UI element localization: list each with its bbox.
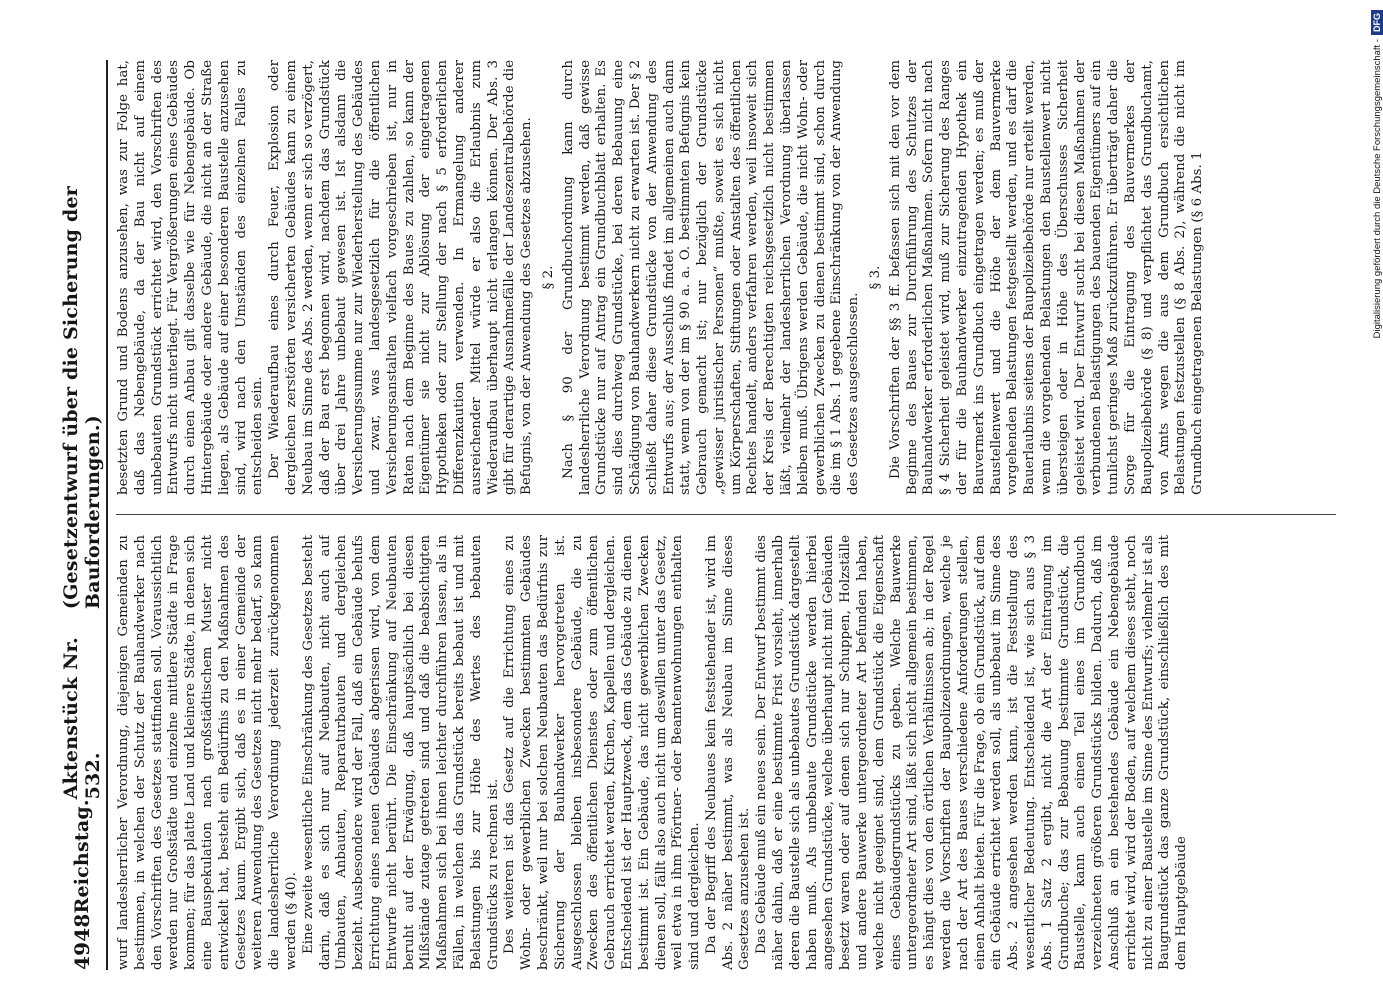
column-divider <box>116 514 1336 515</box>
paragraph: Nach § 90 der Grundbuchordnung kann durch landesherrliche Verordnung bestimmt werden, daß gewisse Grundstücke nur auf Antrag ein Grundbuchblatt erhalten. Es sind dies durchweg Grundstücke, bei deren Bebauung eine Schädigung von Bauhandwerkern nicht zu erwarten ist. Der § 2 schließt daher diese Grundstücke von der Anwendung des Entwurfs aus; der Ausschluß findet im allgemeinen auch dann statt, wenn von der im § 90 a. a. O. bestimmten Befugnis kein Gebrauch gemacht ist; nur bezüglich der Grundstücke „gewisser juristischer Personen“ mußte, soweit es sich nicht um Körperschaften, Stiftungen oder Anstalten des öffentlichen Rechtes handelt, anders verfahren werden, weil insoweit sich der Kreis der Berechtigten reichsgesetzlich nicht bestimmen läßt, vielmehr der landesherrlichen Verordnung überlassen bleiben muß. Übrigens werden Gebäude, die nicht Wohn- oder gewerblichen Zwecken zu dienen bestimmt sind, schon durch die im § 1 Abs. 1 gegebene Einschränkung von der Anwendung des Gesetzes ausgeschlossen. <box>560 60 862 495</box>
paragraph: Eine zweite wesentliche Einschränkung des Gesetzes besteht darin, daß es sich nur auf Neubauten, nicht auch auf Umbauten, Anbauten, Reparaturbauten und dergleichen bezieht. Ausbesondere wird der Fall, daß ein Gebäude behufs Errichtung eines neuen Gebäudes abgerissen wird, von dem Entwurfe nicht berührt. Die Einschränkung auf Neubauten beruht auf der Erwägung, daß hauptsächlich bei diesen Mißstände zutage getreten sind und daß die beabsichtigten Maßnahmen sich bei ihnen leichter durchführen lassen, als in Fällen, in welchen das Grundstück bereits bebaut ist und mit Belastungen bis zur Höhe des Wertes des bebauten Grundstücks zu rechnen ist. <box>300 535 501 970</box>
left-column <box>116 535 1341 970</box>
header-rule <box>106 60 108 970</box>
digitization-credit <box>1371 10 1383 995</box>
document-subject: (Gesetzentwurf über die Sicherung der Bauforderungen.) <box>60 186 104 610</box>
section-heading: § 3. <box>868 265 884 290</box>
paragraph: Des weiteren ist das Gesetz auf die Errichtung eines zu Wohn- oder gewerblichen Zwecken bestimmten Gebäudes beschränkt, weil nur bei solchen Neubauten das Bedürfnis zur Sicherung der Bauhandwerker hervorgetreten ist. Ausgeschlossen bleiben insbesondere Gebäude, die zu Zwecken des öffentlichen Dienstes oder zum öffentlichen Gebrauch errichtet werden, Kirchen, Kapellen und dergleichen. Entscheidend ist der Hauptzweck, dem das Gebäude zu dienen bestimmt ist. Ein Gebäude, das nicht gewerblichen Zwecken dienen soll, fällt also auch nicht um deswillen unter das Gesetz, weil etwa in ihm Pförtner- oder Beamtenwohnungen enthalten sind und dergleichen. <box>502 535 703 970</box>
paragraph: Die Vorschriften der §§ 3 ff. befassen sich mit den vor dem Beginne des Baues zur Durchführung des Schutzes der Bauhandwerker erforderlichen Maßnahmen. Sofern nicht nach § 4 Sicherheit geleistet wird, muß zur Sicherung des Ranges der für die Bauhandwerker einzutragenden Hypothek ein Bauvermerk ins Grundbuch eingetragen werden; es muß der Baustellenwert und die Höhe der dem Bauvermerke vorgehenden Belastungen festgestellt werden, und es darf die Bauerlaubnis seitens der Baupolizeibehörde nur erteilt werden, wenn die vorgehenden Belastungen den Baustellenwert nicht übersteigen oder in Höhe des Überschusses Sicherheit geleistet wird. Der Entwurf sucht bei diesen Maßnahmen der verbundenen Belastigungen des bauenden Eigentümers auf ein tunlichst geringes Maß zurückzuführen. Er überträgt daher die Sorge für die Eintragung des Bauvermerkes der Baupolizeibehörde (§ 8) und verpflichtet das Grundbuchamt, von Amts wegen die aus dem Grundbuch ersichtlichen Belastungen festzustellen (§ 8 Abs. 2), während die nicht im Grundbuch eingetragenen Belastungen (§ 6 Abs. 1 <box>887 60 1206 495</box>
publication-name: Reichstag. <box>71 799 93 914</box>
paragraph: Der Wiederaufbau eines durch Feuer, Explosion oder dergleichen zerstörten versicherten Gebäudes kann zu einem Neubau im Sinne des Abs. 2 werden, wenn er sich so verzögert, daß der Bau erst begonnen wird, nachdem das Grundstück über drei Jahre unbebaut gewesen ist. Ist alsdann die Versicherungssumme nur zur Wiederherstellung des Gebäudes und zwar, was landesgesetzlich für die öffentlichen Versicherungsanstalten vielfach vorgeschrieben ist, nur in Raten nach dem Beginne des Baues zu zahlen, so kann der Eigentümer sie nicht zur Ablösung der eingetragenen Hypotheken oder zur Stellung der nach § 5 erforderlichen Differenzkaution verwenden. In Ermangelung anderer ausreichender Mittel würde er also die Erlaubnis zum Wiederaufbau überhaupt nicht erlangen können. Der Abs. 3 gibt für derartige Ausnahmefälle der Landeszentralbehörde die Befugnis, von der Anwendung des Gesetzes abzusehen. <box>267 60 535 495</box>
paragraph: Das Gebäude muß ein neues sein. Der Entwurf bestimmt dies näher dahin, daß er eine bestimmte Frist vorsieht, innerhalb deren die Baustelle sich als unbebautes Grundstück dargestellt haben muß. Als unbebaute Grundstücke werden hierbei angesehen Grundstücke, welche überhaupt nicht mit Gebäuden besetzt waren oder auf denen sich nur Schuppen, Holzställe und andere Bauwerke untergeordneter Art befunden haben, welche nicht geeignet sind, dem Grundstück die Eigenschaft eines Gebäudegrundstücks zu geben. Welche Bauwerke untergeordneter Art sind, läßt sich nicht allgemein bestimmen, es hängt dies von den örtlichen Verhältnissen ab; in der Regel werden die Vorschriften der Baupolizeiordnungen, welche je nach der Art des Baues verschiedene Anforderungen stellen, einen Anhalt bieten. Für die Frage, ob ein Grundstück, auf dem ein Gebäude errichtet werden soll, als unbebaut im Sinne des Abs. 2 angesehen werden kann, ist die Feststellung des wesentlicher Bedeutung. Entscheidend ist, wie sich aus § 3 Abs. 1 Satz 2 ergibt, nicht die Art der Eintragung im Grundbuche; das zur Bebauung bestimmte Grundstück, die Baustelle, kann auch einen Teil eines im Grundbuch verzeichneten größeren Grundstücks bilden. Dadurch, daß im Anschluß an ein bestehendes Gebäude ein Nebengebäude errichtet wird, wird der Boden, auf welchem dieses steht, noch nicht zu einer Baustelle im Sinne des Entwurfs; vielmehr ist als Baugrundstück das ganze Grundstück, einschließlich des mit dem Hauptgebäude <box>754 535 1190 970</box>
page-number: 4948 <box>70 913 94 970</box>
paragraph: besetzten Grund und Bodens anzusehen, was zur Folge hat, daß das Nebengebäude, da der Bau nicht auf einem unbebauten Grundstück errichtet wird, den Vorschriften des Entwurfs nicht unterliegt. Für Vergrößerungen eines Gebäudes durch einen Anbau gilt dasselbe wie für Nebengebäude. Ob Hintergebäude oder andere Gebäude, die nicht an der Straße liegen, als Gebäude auf einer besonderen Baustelle anzusehen sind, wird nach den Umständen des einzelnen Falles zu entscheiden sein. <box>116 60 266 495</box>
document-number: Aktenstück Nr. 532. <box>60 637 104 800</box>
document-page <box>60 60 1345 970</box>
credit-text: Digitalisierung gefördert durch die Deutsche Forschungsgemeinschaft - <box>1371 39 1383 339</box>
dfg-logo: DFG <box>1371 10 1383 35</box>
paragraph: Da der Begriff des Neubaues kein feststehender ist, wird im Abs. 2 näher bestimmt, was als Neubau im Sinne dieses Gesetzes anzusehen ist. <box>703 535 753 970</box>
section-heading: § 2. <box>540 265 556 290</box>
right-column <box>116 60 1341 495</box>
page-header <box>60 60 104 970</box>
paragraph: wurf landesherrlicher Verordnung, diejenigen Gemeinden zu bestimmen, in welchen der Schutz der Bauhandwerker nach den Vorschriften des Gesetzes stattfinden soll. Voraussichtlich werden nur Großstädte und einzelne mittlere Städte in Frage kommen; für das platte Land und kleinere Städte, in denen sich eine Bauspekulation nach großstädtischem Muster nicht entwickelt hat, besteht ein Bedürfnis zu den Maßnahmen des Gesetzes kaum. Ergibt sich, daß es in einer Gemeinde der weiteren Anwendung des Gesetzes nicht mehr bedarf, so kann die landesherrliche Verordnung jederzeit zurückgenommen werden (§ 40). <box>116 535 299 970</box>
